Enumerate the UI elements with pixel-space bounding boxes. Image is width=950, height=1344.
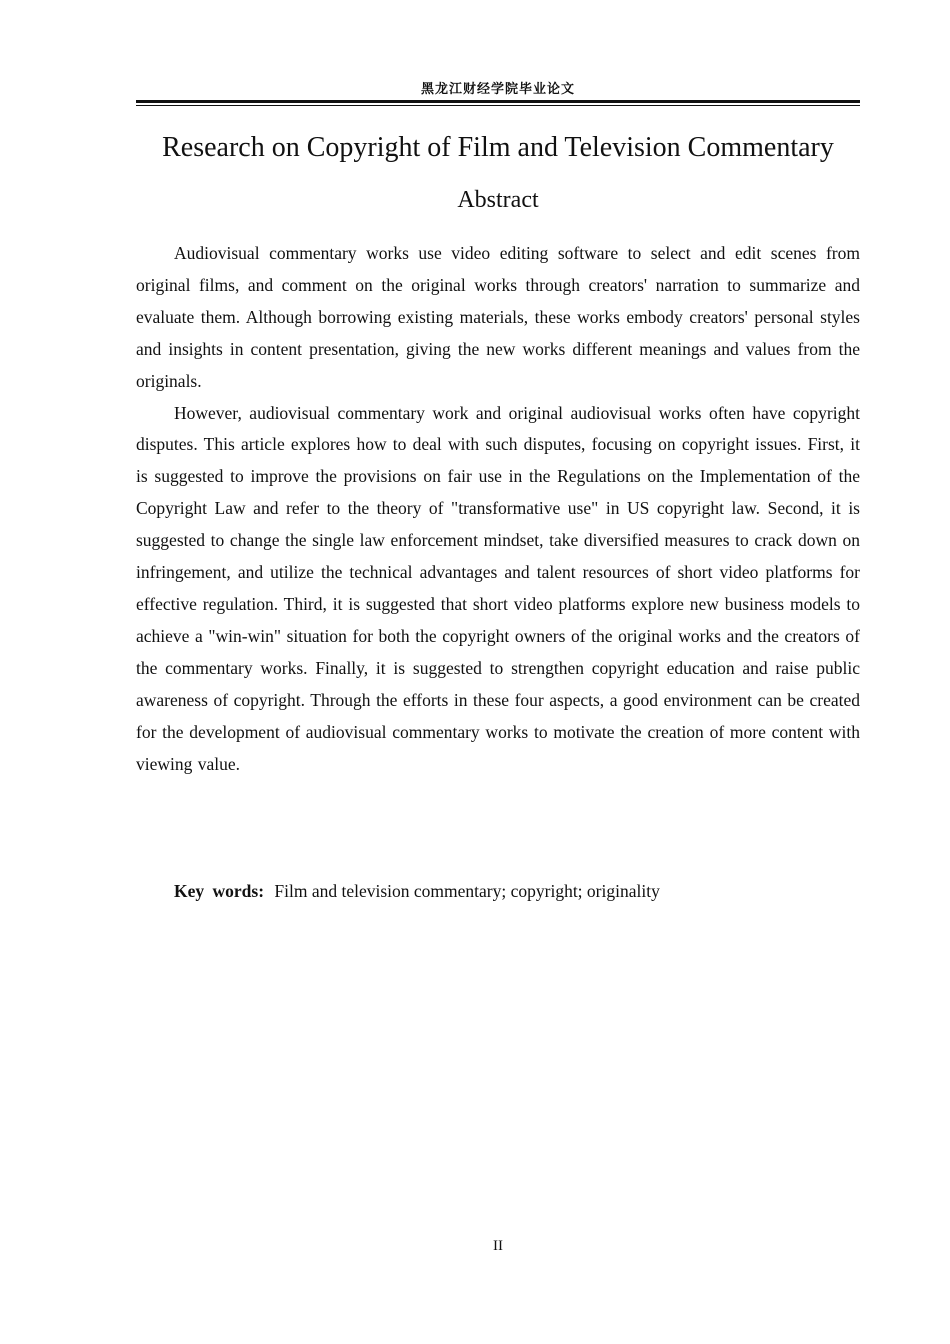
keywords-line xyxy=(174,876,860,907)
running-header: 黑龙江财经学院毕业论文 xyxy=(420,82,575,97)
abstract-paragraph-1: Audiovisual commentary works use video editing software to select and edit scenes from original films, and comment on the original works through creators' narration to summarize and evaluate them. Although borrowing existing materials, these works embody creators' personal styles and insights in content presentation, giving the new works different meanings and values from the originals. xyxy=(136,243,860,391)
abstract-paragraph-2: However, audiovisual commentary work and original audiovisual works often have copyright disputes. This article explores how to deal with such disputes, focusing on copyright issues. First, it is suggested to improve the provisions on fair use in the Regulations on the Implementation of the Copyright Law and refer to the theory of "transformative use" in US copyright law. Second, it is suggested to change the single law enforcement mindset, take diversified measures to crack down on infringement, and utilize the technical advantages and talent resources of short video platforms for effective regulation. Third, it is suggested that short video platforms explore new business models to achieve a "win-win" situation for both the copyright owners of the original works and the creators of the commentary works. Finally, it is suggested to strengthen copyright education and raise public awareness of copyright. Through the efforts in these four aspects, a good environment can be created for the development of audiovisual commentary works to motivate the creation of more content with viewing value. xyxy=(136,402,860,774)
paper-title: Research on Copyright of Film and Television Commentary xyxy=(162,132,834,163)
abstract-heading: Abstract xyxy=(457,187,539,213)
keywords-text: Film and television commentary; copyright; originality xyxy=(274,881,660,901)
abstract-body xyxy=(136,238,860,780)
page-number: II xyxy=(493,1238,503,1254)
header-rule-thin xyxy=(136,105,860,106)
header-rule-thick xyxy=(136,100,860,103)
keywords-label: Key words: xyxy=(174,881,265,901)
